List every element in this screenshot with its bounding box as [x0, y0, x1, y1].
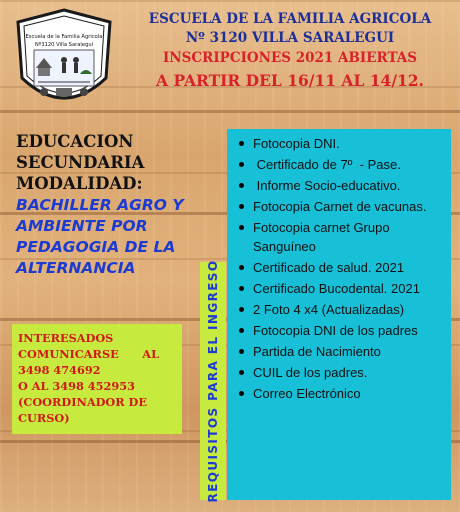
contact-box	[12, 324, 182, 434]
contact-phone-2: O AL 3498 452953	[18, 379, 135, 393]
education-modality-4: ALTERNANCIA	[16, 259, 136, 277]
requirement-item: Informe Socio-educativo.	[235, 176, 445, 195]
school-logo	[14, 8, 114, 120]
education-modality-2: AMBIENTE POR	[16, 217, 148, 235]
contact-line-5: (COORDINADOR DE	[18, 395, 147, 409]
education-section	[16, 131, 226, 278]
education-heading-1: EDUCACION	[16, 132, 134, 151]
requirement-item: Fotocopia DNI de los padres	[235, 321, 445, 340]
education-modality-3: PEDAGOGIA DE LA	[16, 238, 176, 256]
contact-line-6: CURSO)	[18, 411, 70, 425]
requirement-item: 2 Foto 4 x4 (Actualizadas)	[235, 300, 445, 319]
requirements-label: REQUISITOS PARA EL INGRESO	[206, 259, 220, 503]
logo-text-bottom: Nº3120 Villa Saralegui	[34, 42, 94, 48]
logo-text-top: Escuela de la Familia Agricola	[25, 34, 103, 40]
contact-line-2: COMUNICARSE AL	[18, 347, 160, 361]
requirement-item: Certificado Bucodental. 2021	[235, 279, 445, 298]
school-name: ESCUELA DE LA FAMILIA AGRICOLA	[148, 11, 432, 27]
requirements-list	[235, 134, 445, 403]
requirement-item: Correo Electrónico	[235, 384, 445, 403]
requirements-box	[227, 129, 451, 500]
school-header	[124, 10, 456, 93]
contact-phone-1: 3498 474692	[18, 363, 101, 377]
requirement-item: Fotocopia carnet Grupo Sanguíneo	[235, 218, 445, 256]
requirement-item: CUIL de los padres.	[235, 363, 445, 382]
requirement-item: Partida de Nacimiento	[235, 342, 445, 361]
requirement-item: Certificado de salud. 2021	[235, 258, 445, 277]
requirements-label-bar	[200, 259, 226, 503]
requirement-item: Fotocopia DNI.	[235, 134, 445, 153]
education-heading-2: SECUNDARIA	[16, 153, 145, 172]
enrollment-dates: A PARTIR DEL 16/11 AL 14/12.	[156, 71, 424, 90]
requirement-item: Certificado de 7º - Pase.	[235, 155, 445, 174]
education-heading-3: MODALIDAD:	[16, 174, 143, 193]
school-number-location: Nº 3120 VILLA SARALEGUI	[185, 30, 395, 46]
enrollment-announcement: INSCRIPCIONES 2021 ABIERTAS	[162, 50, 417, 66]
contact-line-1: INTERESADOS	[18, 331, 114, 345]
education-modality-1: BACHILLER AGRO Y	[16, 196, 184, 214]
requirement-item: Fotocopia Carnet de vacunas.	[235, 197, 445, 216]
